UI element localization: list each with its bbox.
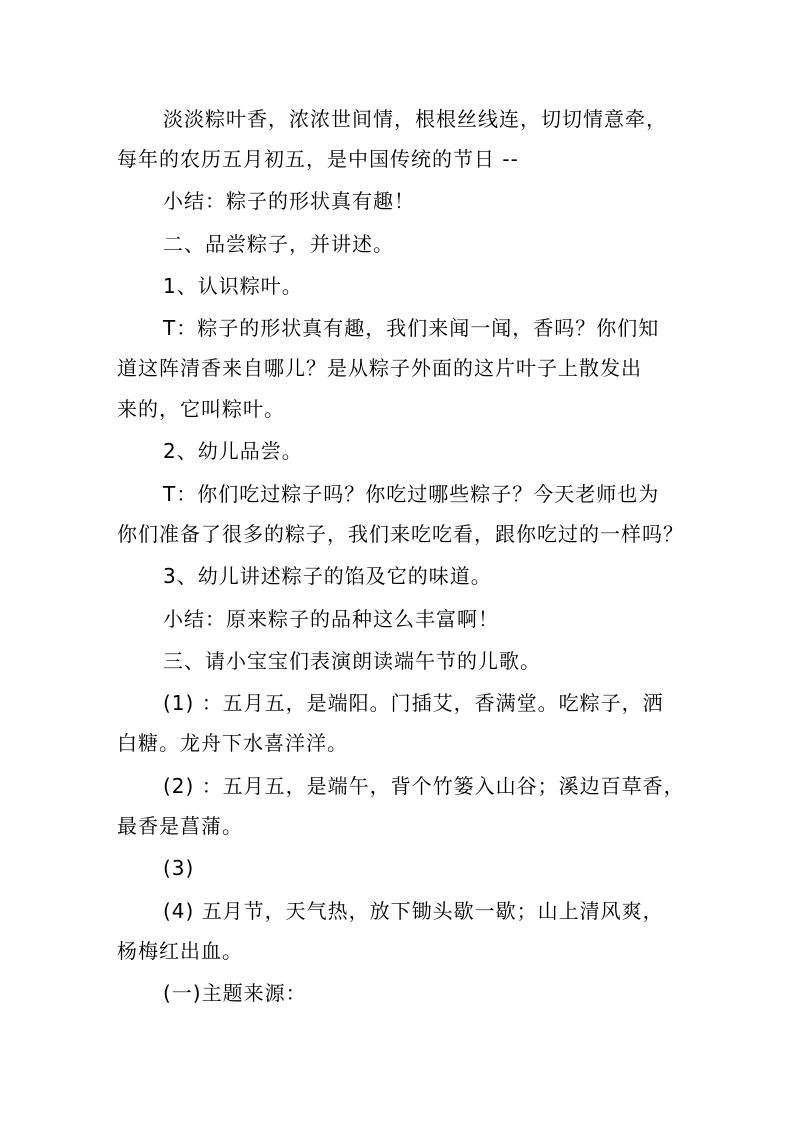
rhyme-line: (2) ：五月五，是端午，背个竹篓入山谷；溪边百草香， xyxy=(163,774,685,798)
step-heading: 3、幼儿讲述粽子的馅及它的味道。 xyxy=(163,564,492,588)
paragraph-line: T：粽子的形状真有趣，我们来闻一闻，香吗？你们知 xyxy=(163,316,660,340)
paragraph-line: 淡淡粽叶香，浓浓世间情，根根丝线连，切切情意牵， xyxy=(163,107,667,131)
section-heading: 二、品尝粽子，并讲述。 xyxy=(163,232,394,256)
paragraph-line: 道这阵清香来自哪儿？是从粽子外面的这片叶子上散发出 xyxy=(117,356,642,380)
rhyme-line: 杨梅红出血。 xyxy=(117,939,243,963)
section-heading: (一)主题来源： xyxy=(163,981,307,1005)
rhyme-line: 最香是菖蒲。 xyxy=(117,814,243,838)
paragraph-line: 你们准备了很多的粽子，我们来吃吃看，跟你吃过的一样吗？ xyxy=(117,522,684,546)
step-heading: 1、认识粽叶。 xyxy=(163,274,303,298)
rhyme-line: 白糖。龙舟下水喜洋洋。 xyxy=(117,731,348,755)
section-heading: 三、请小宝宝们表演朗读端午节的儿歌。 xyxy=(163,649,541,673)
summary-line: 小结：粽子的形状真有趣！ xyxy=(163,189,415,213)
summary-line: 小结：原来粽子的品种这么丰富啊！ xyxy=(163,607,499,631)
rhyme-line: (4) 五月节，天气热，放下锄头歇一歇；山上清风爽， xyxy=(163,899,664,923)
step-heading: 2、幼儿品尝。 xyxy=(163,439,303,463)
paragraph-line: T：你们吃过粽子吗？你吃过哪些粽子？今天老师也为 xyxy=(163,482,660,506)
paragraph-line: 每年的农历五月初五，是中国传统的节日 -- xyxy=(117,147,519,171)
paragraph-line: 来的，它叫粽叶。 xyxy=(117,397,285,421)
rhyme-line: (3) xyxy=(163,856,195,880)
rhyme-line: (1) ：五月五，是端阳。门插艾，香满堂。吃粽子，洒 xyxy=(163,691,664,715)
